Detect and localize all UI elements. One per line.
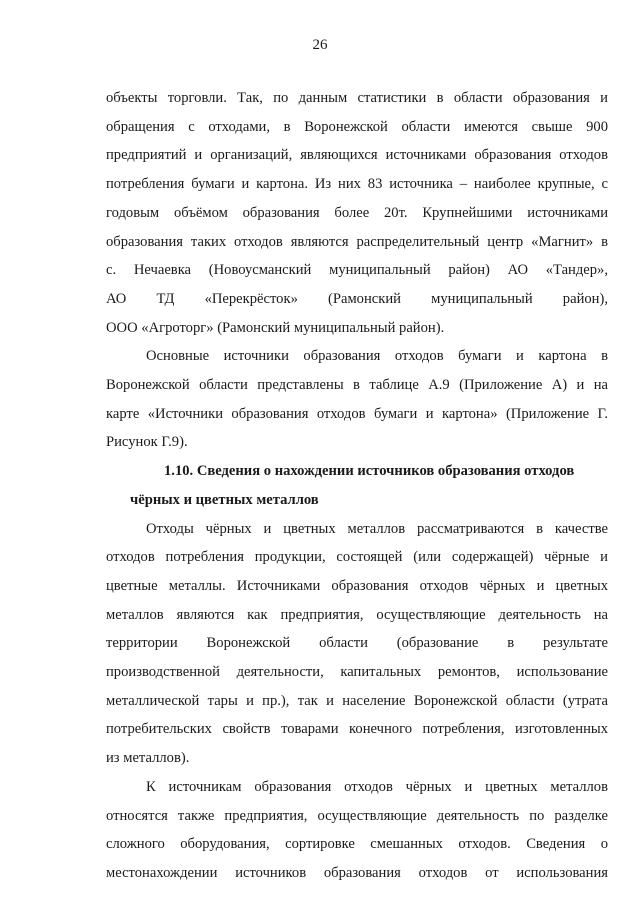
text-line: Воронежской области представлены в таблице А.9 (Приложение А) и на — [106, 377, 608, 394]
text-line: металлической тары и пр.), так и население Воронежской области (утрата — [106, 692, 608, 709]
section-heading-line: 1.10. Сведения о нахождении источников образования отходов — [164, 463, 575, 480]
text-line: предприятий и организаций, являющихся источниками образования отходов — [106, 147, 608, 164]
paragraph-dismantling — [106, 773, 608, 888]
text-line: отходов потребления продукции, состоящей (или содержащей) чёрные и — [106, 549, 608, 566]
text-line: цветные металлы. Источниками образования отходов чёрных и цветных — [106, 577, 608, 594]
text-line: металлов являются как предприятия, осуществляющие деятельность на — [106, 606, 608, 623]
section-heading-line: чёрных и цветных металлов — [130, 491, 319, 508]
text-line: объекты торговли. Так, по данным статистики в области образования и — [106, 90, 608, 106]
document-body — [106, 84, 608, 888]
paragraph-metal-waste — [106, 515, 608, 773]
text-line: АО ТД «Перекрёсток» (Рамонский муниципальный район), — [106, 290, 608, 307]
text-line: К источникам образования отходов чёрных и цветных металлов — [146, 778, 608, 795]
text-line: потребительских свойств товарами конечного потребления, изготовленных — [106, 721, 608, 738]
text-line: Основные источники образования отходов бумаги и картона в — [146, 348, 608, 365]
text-line: местонахождении источников образования отходов от использования — [106, 864, 608, 881]
text-line: образования таких отходов являются распределительный центр «Магнит» в — [106, 233, 608, 250]
text-line: ООО «Агроторг» (Рамонский муниципальный район). — [106, 319, 445, 336]
text-line: потребления бумаги и картона. Из них 83 источника – наиболее крупные, с — [106, 176, 608, 193]
text-line: Отходы чёрных и цветных металлов рассматриваются в качестве — [146, 520, 608, 537]
text-line: из металлов). — [106, 750, 190, 767]
paragraph-main-sources — [106, 342, 608, 457]
text-line: карте «Источники образования отходов бумаги и картона» (Приложение Г. — [106, 405, 608, 422]
text-line: территории Воронежской области (образование в результате — [106, 635, 608, 652]
page-number: 26 — [312, 37, 328, 53]
text-line: производственной деятельности, капитальных ремонтов, использование — [106, 664, 608, 681]
text-line: обращения с отходами, в Воронежской области имеются свыше 900 — [106, 118, 608, 135]
text-line: Рисунок Г.9). — [106, 434, 188, 451]
text-line: годовым объёмом образования более 20т. Крупнейшими источниками — [106, 204, 608, 221]
section-heading — [106, 457, 608, 514]
text-line: относятся также предприятия, осуществляющие деятельность по разделке — [106, 807, 608, 824]
paragraph-trade-objects — [106, 84, 608, 342]
text-line: с. Нечаевка (Новоусманский муниципальный район) АО «Тандер», — [106, 262, 608, 279]
text-line: сложного оборудования, сортировке смешанных отходов. Сведения о — [106, 836, 608, 853]
